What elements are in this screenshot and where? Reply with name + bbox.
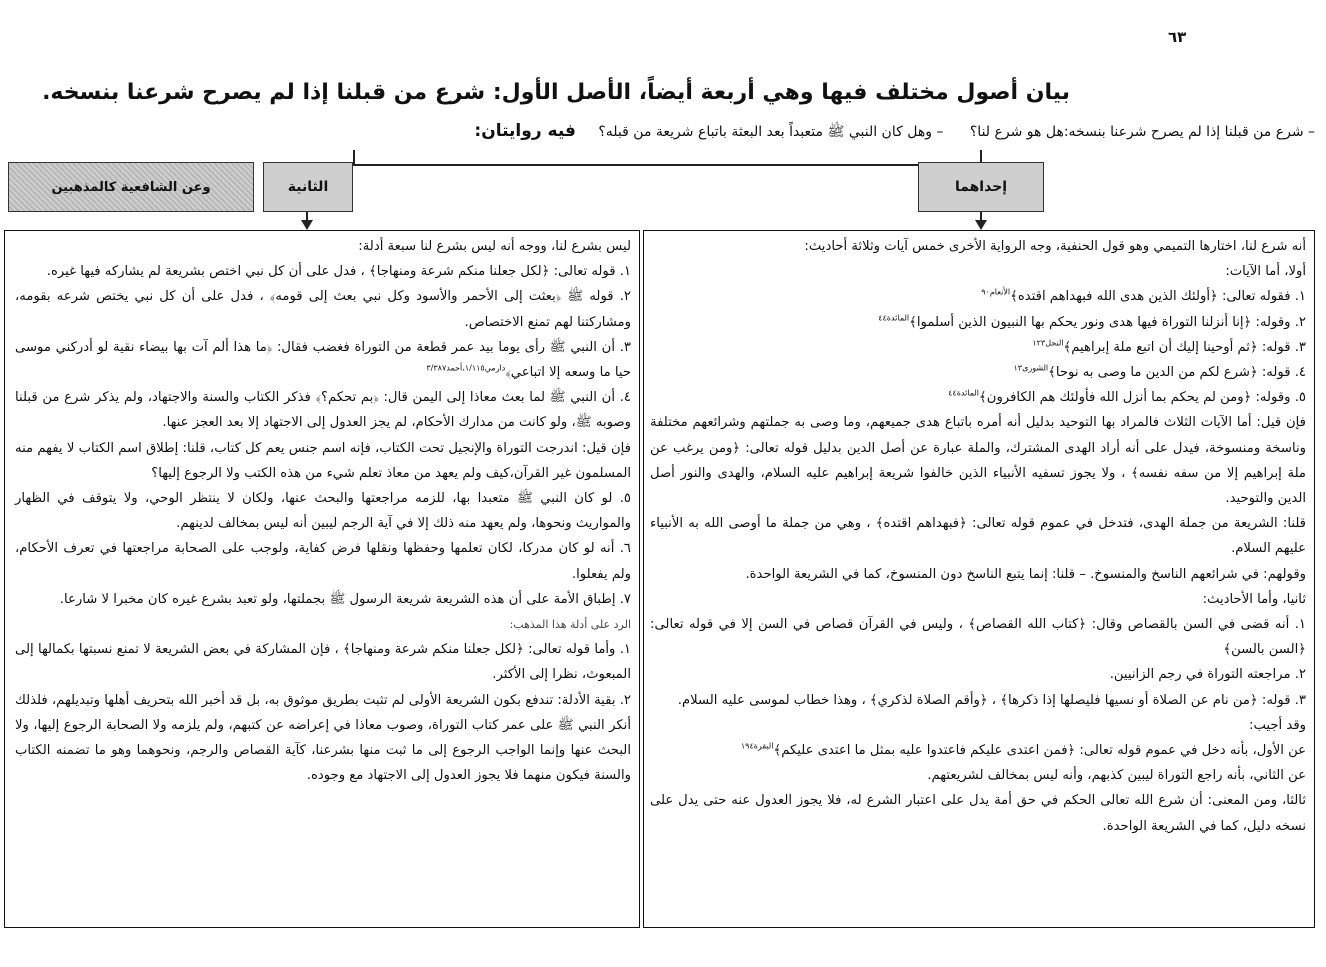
paragraph: وقولهم: في شرائعهم الناسخ والمنسوخ. – قلنا: إنما يتبع الناسخ دون المنسوخ، كما في الشريعة الواحدة. [745,566,1306,582]
question-1: – شرع من قبلنا إذا لم يصرح شرعنا بنسخه:هل هو شرع لنا؟ [969,124,1315,140]
citation: النحل١٢٣ [1032,338,1064,348]
paragraph: قلنا: الشريعة من جملة الهدى، فتدخل في عموم قوله تعالى: ﴿فبهداهم اقتده﴾ ، وهي من جملة ما أوصى الله به الأنبياء عليهم السلام. [650,516,1306,557]
list-item: ٢. مراجعته التوراة في رجم الزانيين. [1109,667,1306,683]
citation: المائدة٤٤ [948,388,980,398]
second-narration-box: الثانية [263,162,353,212]
title-main: شرع من قبلنا إذا لم يصرح شرعنا بنسخه. [42,80,493,105]
paragraph: عن الثاني، بأنه راجع التوراة ليبين كذبهم، وأنه ليس بمخالف لشريعتهم. [927,768,1306,784]
list-item: ٢. قوله ﷺ ﴿بعثت إلى الأحمر والأسود وكل نبي بعث إلى قومه﴾ ، فدل على أن كل نبي يختص شرعه بقومه، ومشاركتنا لهم تمنع الاختصاص. [15,289,631,330]
list-item: ٥. وقوله: ﴿ومن لم يحكم بما أنزل الله فأولئك هم الكافرون﴾$^{المائدة٤٤}$ [948,388,1306,406]
first-narration-box: إحداهما [918,162,1044,212]
list-item: ٢. وقوله: ﴿إنا أنزلنا التوراة فيها هدى ونور يحكم بها النبيون الذين أسلموا﴾$^{المائدة٤٤}$ [878,313,1306,330]
question-2: – وهل كان النبي ﷺ متعبداً بعد البعثة باتباع شريعة من قبله؟ [598,124,944,140]
arrow-down-icon [975,220,987,230]
paragraph: عن الأول، بأنه دخل في عموم قوله تعالى: ﴿فمن اعتدى عليكم فاعتدوا عليه بمثل ما اعتدى عليكم﴾$^{البقرة١٩٤}$ [740,741,1306,759]
list-item: ١. فقوله تعالى: ﴿أولئك الذين هدى الله فبهداهم اقتده﴾$^{الأنعام٩٠}$ [981,288,1306,305]
question-line [180,121,1315,143]
list-item: ٤. قوله: ﴿شرع لكم من الدين ما وصى به نوحا﴾$^{الشورى١٣}$ [1013,363,1306,381]
paragraph: ليس بشرع لنا، ووجه أنه ليس بشرع لنا سبعة أدلة: [358,239,631,254]
list-item: ٣. أن النبي ﷺ رأى يوما بيد عمر قطعة من التوراة فغضب فقال: ﴿ما هذا ألم آت بها بيضاء نقية لو أدركني موسى حيا ما وسعه إلا اتباعي﴾$^{دارمي١/١١٥،أحمد٣/٣٨٧}$ [15,339,631,381]
list-item: ١. أنه قضى في السن بالقصاص وقال: ﴿كتاب الله القصاص﴾ ، وليس في القرآن قصاص في السن إلا في قوله تعالى: ﴿السن بالسن﴾ [650,617,1306,658]
list-item: ٣. قوله: ﴿من نام عن الصلاة أو نسيها فليصلها إذا ذكرها﴾ ، ﴿وأقم الصلاة لذكري﴾ ، وهذا خطاب لموسى عليه السلام. [677,692,1306,708]
paragraph: أنه شرع لنا، اختارها التميمي وهو قول الحنفية، وجه الرواية الأخرى خمس آيات وثلاثة أحاديث: [804,239,1306,254]
shafii-box: وعن الشافعية كالمذهبين [8,162,254,212]
question-3: فيه روايتان: [474,121,576,141]
connector-line [353,150,355,164]
second-narration-panel [4,230,640,928]
citation: البقرة١٩٤ [740,741,774,751]
paragraph: ثالثا، ومن المعنى: أن شرع الله تعالى الحكم في حق أمة يدل على اعتبار الشرع له، فلا يجوز العدول عنه حتى يدل على نسخه دليل، كما في الشريعة الواحدة. [650,793,1306,834]
citation: المائدة٤٤ [878,313,910,323]
page-title [42,80,1070,105]
list-item: ٧. إطباق الأمة على أن هذه الشريعة شريعة الرسول ﷺ بجملتها، ولو تعبد بشرع غيره كان مخبرا لا شارعا. [59,591,631,607]
citation: دارمي١/١١٥،أحمد٣/٣٨٧ [426,363,506,373]
list-item: ١. وأما قوله تعالى: ﴿لكل جعلنا منكم شرعة ومنهاجا﴾ ، فإن المشاركة في بعض الشريعة لا تمنع نسبتها بكمالها إلى المبعوث، نظرا إلى الأكثر. [15,642,631,683]
section-heading: الرد على أدلة هذا المذهب: [509,618,631,632]
list-item: ٥. لو كان النبي ﷺ متعبدا بها، للزمه مراجعتها والبحث عنها، ولكان لا ينتظر الوحي، ولا يتوقف في الظهار والمواريث ونحوها، ولم يعهد منه ذلك إلا في آية الرجم ليبين أنه ليس بمخالف لدينهم. [15,491,631,532]
paragraph: وقد أجيب: [1249,717,1306,733]
page-number: ٦٣ [1168,28,1187,46]
arrow-down-icon [301,220,313,230]
list-item: ٢. بقية الأدلة: تندفع بكون الشريعة الأولى لم تثبت بطريق موثوق به، بل قد أخبر الله بتحريف أهلها وتبديلهم، فلذلك أنكر النبي ﷺ على عمر كتاب التوراة، وصوب معاذا في إعراضه عن كتبهم، ولم يلزمه ولا الصحابة الرجوع إليها، ولا البحث عنها وإنما الواجب الرجوع إلى ما ثبت منها بشرعنا، كآية القصاص والرجم، ونحوهما وهو ما تضمنه الكتاب والسنة فيكون منهما فلا يجوز العدول إلى الاجتهاد مع وجوده. [15,692,631,784]
citation: الشورى١٣ [1013,363,1049,373]
list-item: ٣. قوله: ﴿ثم أوحينا إليك أن اتبع ملة إبراهيم﴾$^{النحل١٢٣}$ [1032,338,1306,355]
title-prefix: بيان أصول مختلف فيها وهي أربعة أيضاً، الأصل الأول: [492,80,1070,105]
list-item: ٦. أنه لو كان مدركا، لكان تعلمها وحفظها ونقلها فرض كفاية، ولوجب على الصحابة مراجعتها في تعرف الأحكام، ولم يفعلوا. [15,541,631,582]
connector-line [306,164,982,166]
list-item: ٤. أن النبي ﷺ لما بعث معاذا إلى اليمن قال: ﴿بم تحكم؟﴾ فذكر الكتاب والسنة والاجتهاد، ولم يذكر شرع من قبلنا وصوبه ﷺ، ولو كانت من مدارك الأحكام، لم يجز العدول إلى الاجتهاد إلا بعد العجز عنها. [15,390,631,431]
paragraph: ثانيا، وأما الأحاديث: [1202,591,1306,607]
first-narration-panel [643,230,1315,928]
paragraph: فإن قيل: أما الآيات الثلاث فالمراد بها التوحيد بدليل أنه أمره باتباع هدى جميعهم، وما وصى به جملتهم وشرائعهم مختلفة وناسخة ومنسوخة، فيدل على أنه أراد الهدى المشترك، والملة عبارة عن أصل الدين بدليل قوله تعالى: ﴿ومن يرغب عن ملة إبراهيم إلا من سفه نفسه﴾ ، ولا يجوز تسفيه الأنبياء الذين خالفوا شريعة إبراهيم عليه السلام، والهدى والنور أصل الدين والتوحيد. [650,415,1306,507]
paragraph: أولا، أما الآيات: [1225,264,1306,280]
citation: الأنعام٩٠ [981,288,1011,298]
list-item: ١. قوله تعالى: ﴿لكل جعلنا منكم شرعة ومنهاجا﴾ ، فدل على أن كل نبي اختص بشريعة لم يشاركه فيها غيره. [46,264,631,280]
paragraph: فإن قيل: اندرجت التوراة والإنجيل تحت الكتاب، فإنه اسم جنس يعم كل كتاب، قلنا: إطلاق اسم الكتاب لا يفهم منه المسلمون غير القرآن،كيف ولم يعهد من معاذ تعلم شيء من هذه الكتب ولا الرجوع إليها؟ [15,440,631,481]
